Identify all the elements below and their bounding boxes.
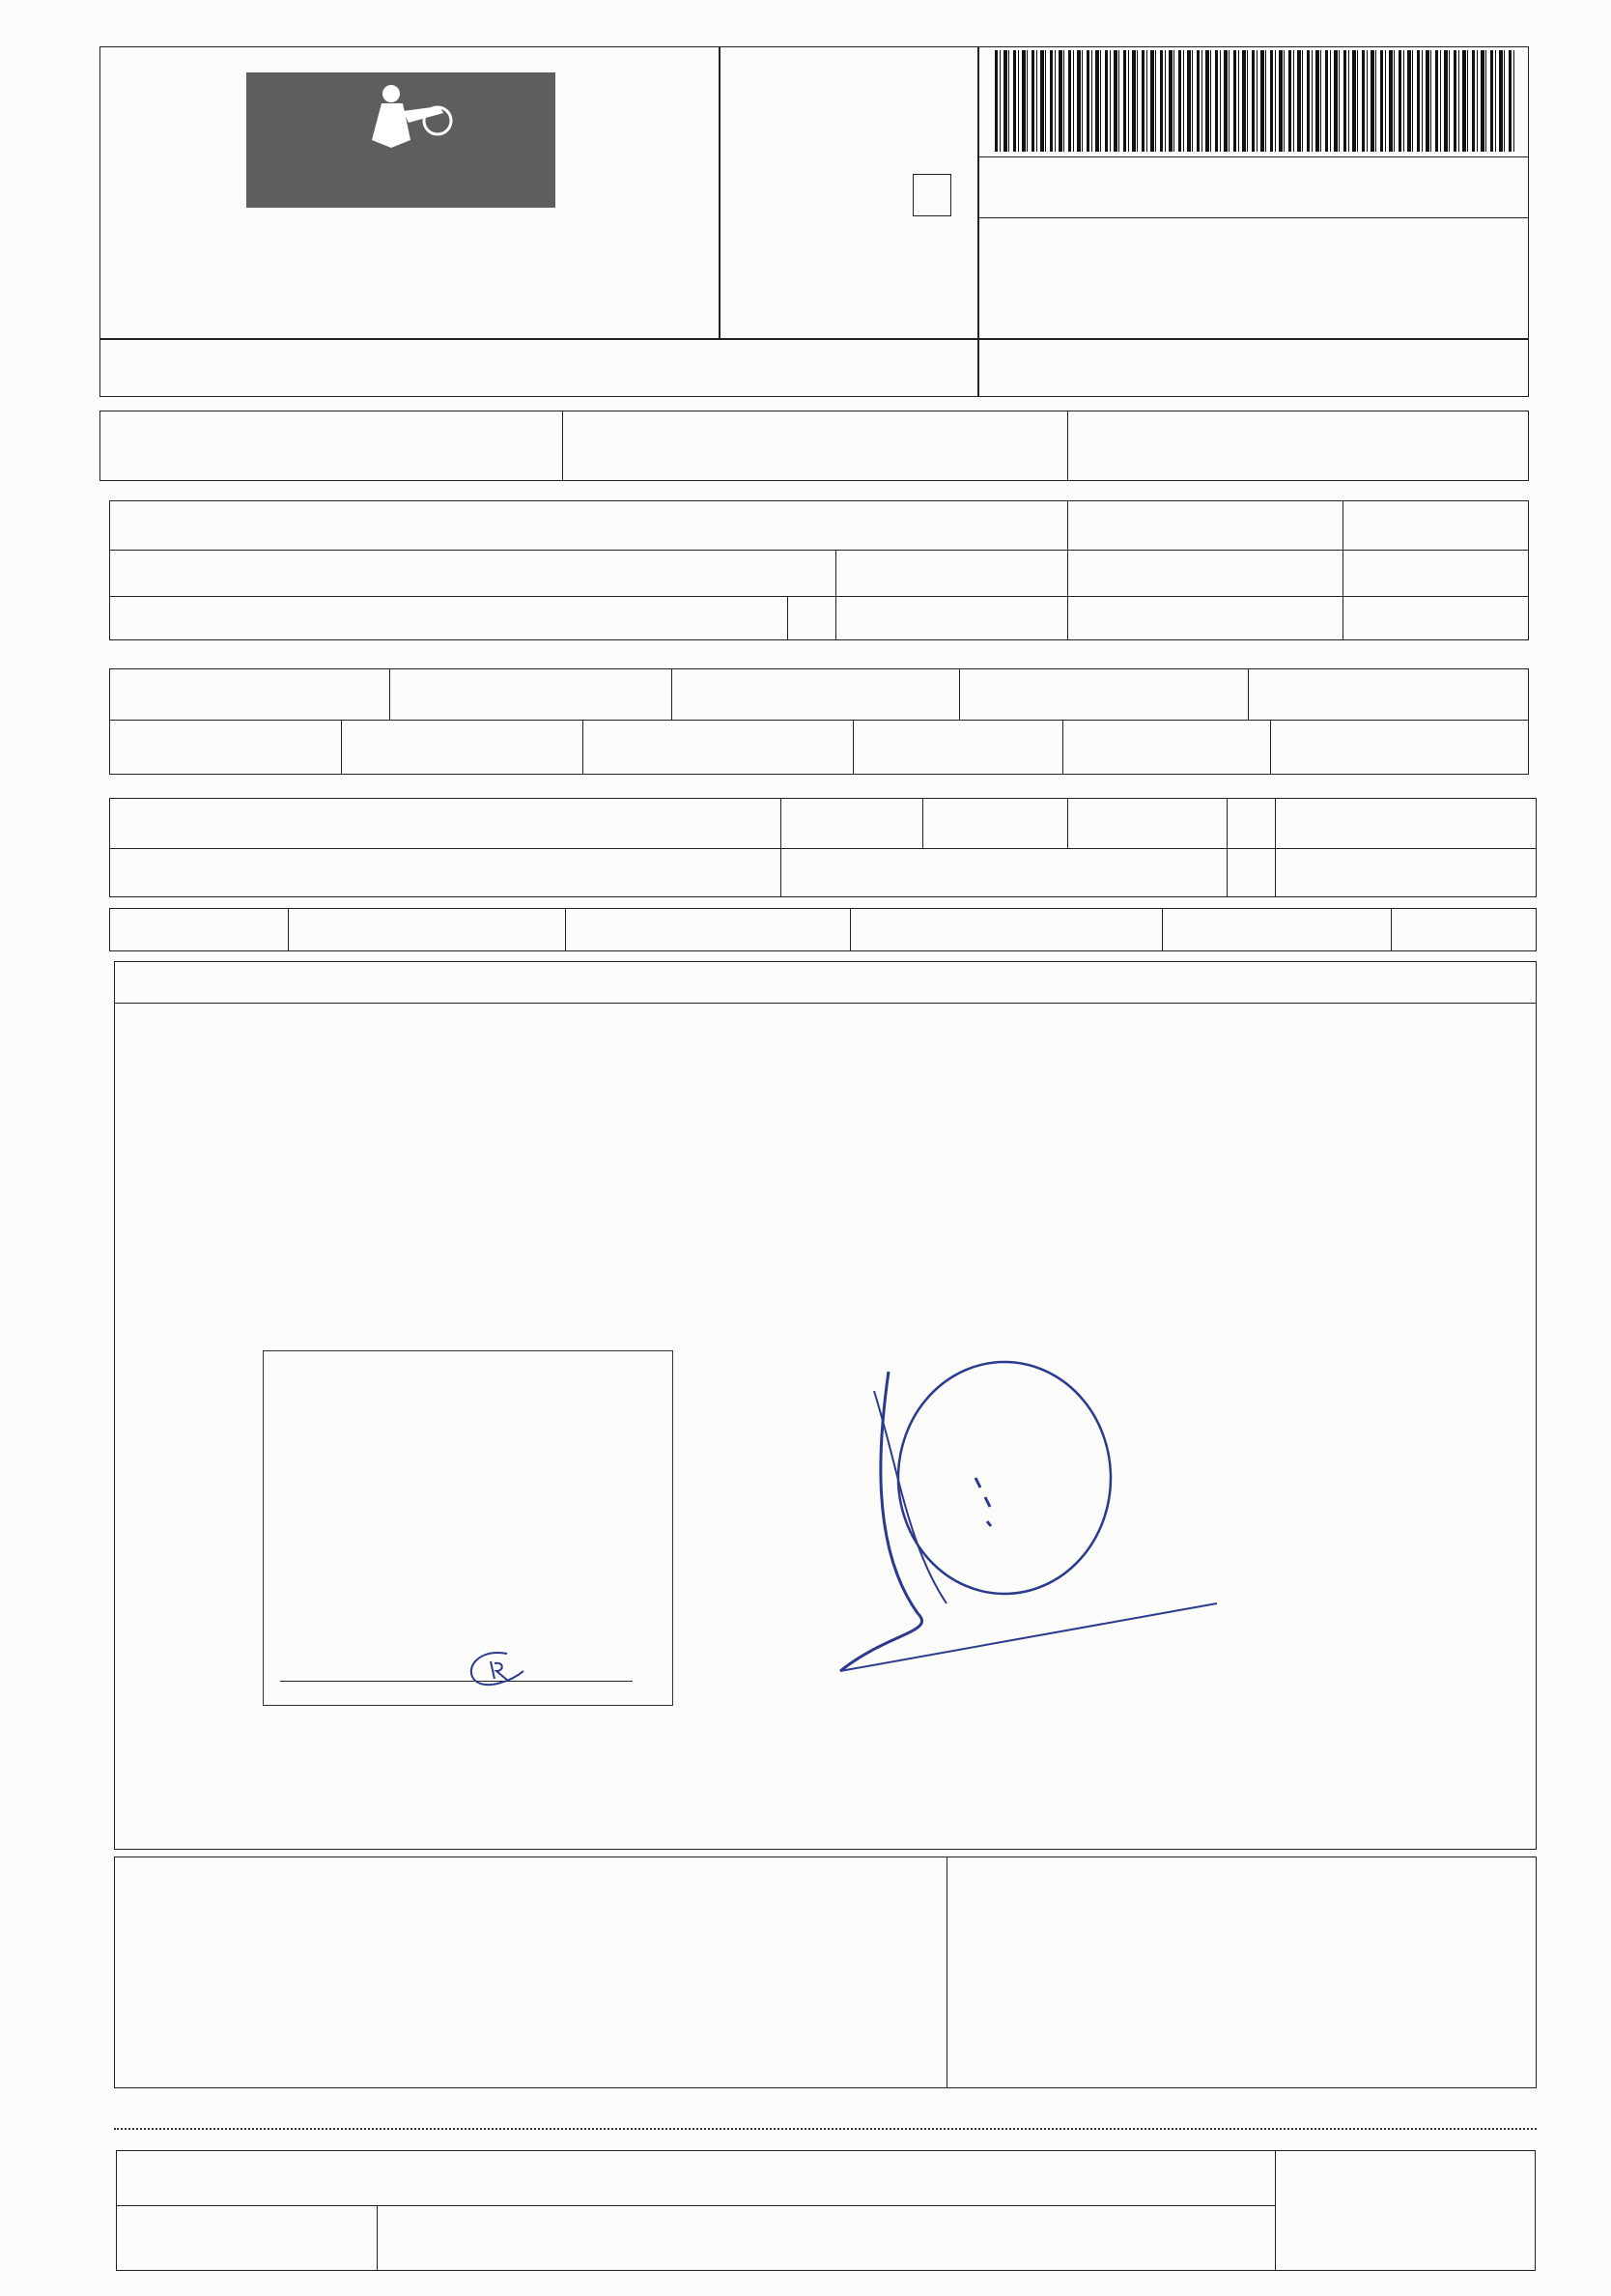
stamp-initials-signature (454, 1642, 531, 1690)
protocolo-box (978, 339, 1529, 397)
volumes-box (109, 908, 1537, 951)
barcode (995, 50, 1516, 152)
additional-box (114, 1857, 1537, 2088)
natureza-box (99, 339, 978, 397)
recipient-box (109, 500, 1529, 640)
emitter-logo (246, 72, 555, 208)
tax-box (109, 668, 1529, 775)
fuel-attendant-icon (246, 72, 555, 208)
receipt-box (116, 2150, 1536, 2271)
danfe-tipo (913, 174, 951, 216)
ie-row (99, 411, 1529, 481)
cut-line (114, 2128, 1537, 2130)
